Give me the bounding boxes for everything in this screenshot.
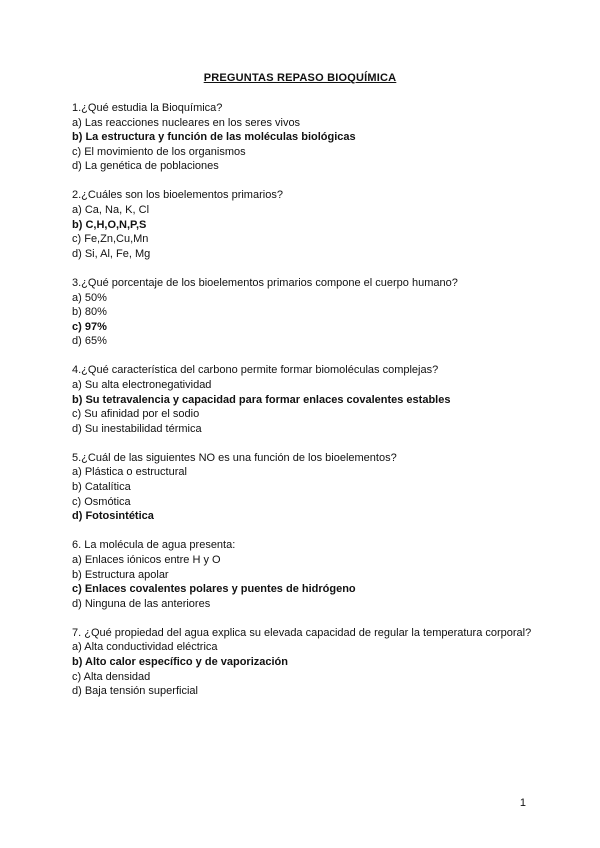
answer-option: c) Fe,Zn,Cu,Mn	[72, 233, 149, 246]
answer-option-correct: d) Fotosintética	[72, 510, 154, 523]
answer-option-correct: b) Su tetravalencia y capacidad para formar enlaces covalentes estables	[72, 393, 451, 406]
answer-option: b) Catalítica	[72, 481, 131, 494]
answer-option: b) 80%	[72, 306, 107, 319]
answer-option: c) Su afinidad por el sodio	[72, 408, 200, 421]
answer-option: a) Enlaces iónicos entre H y O	[72, 553, 221, 566]
question-text: 7. ¿Qué propiedad del agua explica su elevada capacidad de regular la temperatura corporal?	[72, 626, 532, 639]
answer-option-correct: c) Enlaces covalentes polares y puentes de hidrógeno	[72, 583, 356, 596]
answer-option: b) Estructura apolar	[72, 568, 169, 581]
answer-option-correct: c) 97%	[72, 320, 107, 333]
answer-option-correct: b) C,H,O,N,P,S	[72, 218, 147, 231]
page-number: 1	[519, 797, 526, 809]
question-7	[72, 626, 542, 699]
question-1	[72, 101, 542, 174]
answer-option: a) Su alta electronegatividad	[72, 379, 212, 391]
question-5	[72, 451, 542, 524]
answer-option: a) 50%	[72, 291, 107, 304]
question-2	[72, 188, 542, 261]
answer-option-correct: b) Alto calor específico y de vaporización	[72, 656, 288, 668]
document-title: PREGUNTAS REPASO BIOQUÍMICA	[203, 72, 397, 84]
question-6	[72, 538, 542, 611]
answer-option: c) El movimiento de los organismos	[72, 145, 246, 158]
answer-option-correct: b) La estructura y función de las moléculas biológicas	[72, 131, 356, 144]
question-text: 6. La molécula de agua presenta:	[72, 539, 236, 552]
question-4	[72, 363, 542, 436]
question-3	[72, 276, 542, 349]
question-text: 1.¿Qué estudia la Bioquímica?	[72, 102, 223, 114]
question-text: 4.¿Qué característica del carbono permite formar biomoléculas complejas?	[72, 364, 439, 377]
answer-option: d) La genética de poblaciones	[72, 160, 219, 173]
answer-option: a) Plástica o estructural	[72, 466, 187, 479]
answer-option: d) 65%	[72, 335, 107, 348]
answer-option: d) Si, Al, Fe, Mg	[72, 247, 151, 260]
answer-option: c) Alta densidad	[72, 670, 151, 683]
question-text: 5.¿Cuál de las siguientes NO es una función de los bioelementos?	[72, 451, 397, 464]
answer-option: a) Ca, Na, K, Cl	[72, 204, 150, 217]
answer-option: a) Alta conductividad eléctrica	[72, 641, 218, 654]
question-text: 3.¿Qué porcentaje de los bioelementos primarios compone el cuerpo humano?	[72, 276, 458, 289]
answer-option: d) Baja tensión superficial	[72, 685, 198, 698]
answer-option: a) Las reacciones nucleares en los seres vivos	[72, 116, 301, 129]
question-text: 2.¿Cuáles son los bioelementos primarios?	[72, 189, 283, 202]
answer-option: d) Su inestabilidad térmica	[72, 422, 202, 435]
question-list	[72, 101, 542, 713]
answer-option: c) Osmótica	[72, 495, 131, 508]
answer-option: d) Ninguna de las anteriores	[72, 597, 211, 610]
